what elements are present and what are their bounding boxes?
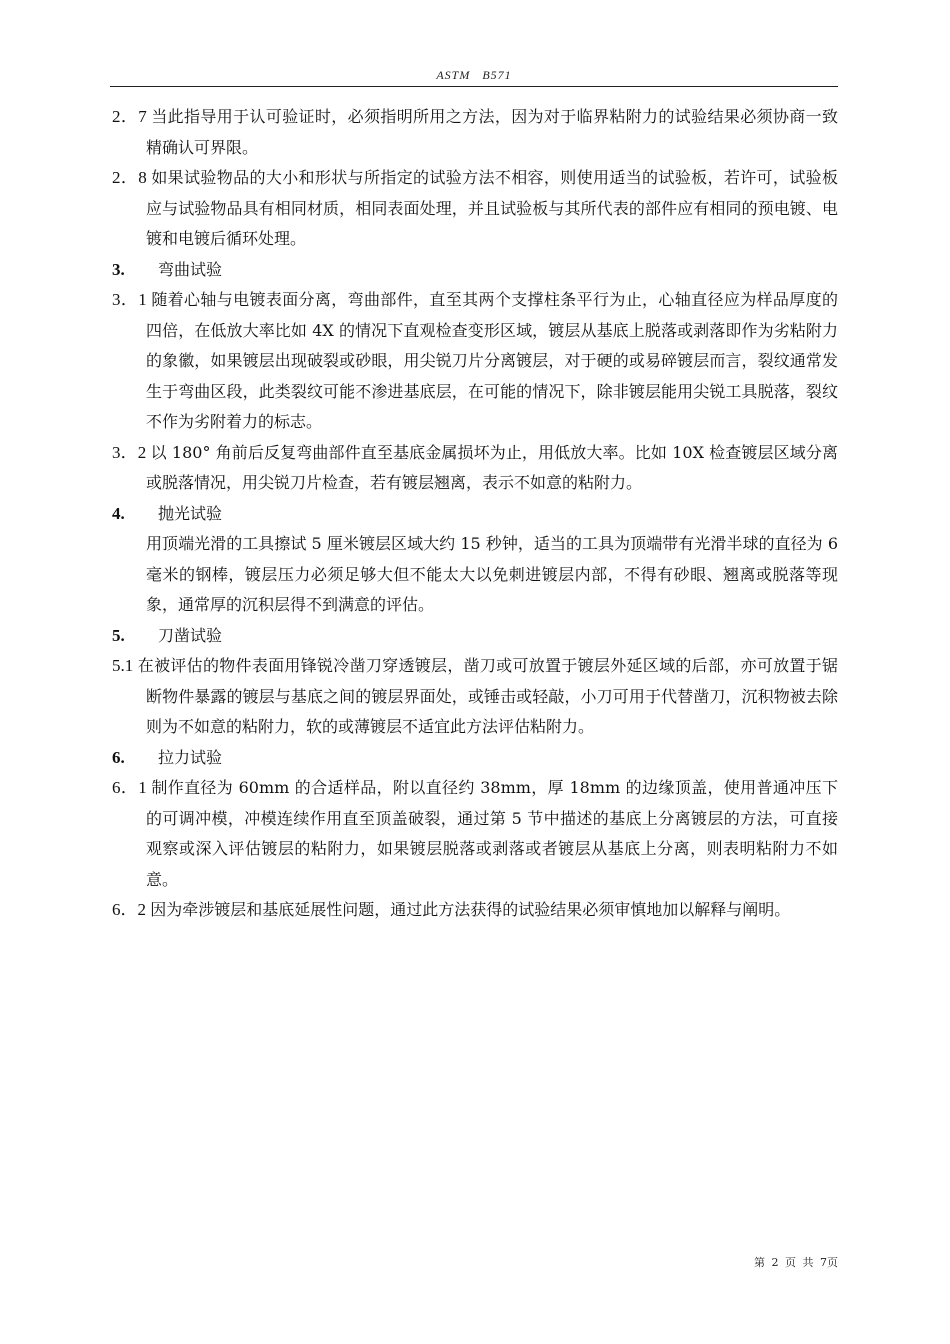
clause-number: 2．8: [112, 168, 152, 187]
section-title: 弯曲试验: [158, 259, 223, 279]
paragraph-text: 用顶端光滑的工具擦试 5 厘米镀层区域大约 15 秒钟，适当的工具为顶端带有光滑半球的直径为 6 毫米的钢棒，镀层压力必须足够大但不能太大以免刺进镀层内部，不得有砂眼、翘离或脱落等现象，通常厚的沉积层得不到满意的评估。: [146, 534, 838, 614]
paragraph-3-1: [112, 285, 838, 438]
paragraph-text: 以 180° 角前后反复弯曲部件直至基底金属损坏为止，用低放大率。比如 10X 检查镀层区域分离或脱落情况，用尖锐刀片检查，若有镀层翘离，表示不如意的粘附力。: [146, 442, 838, 492]
paragraph-6-1: [112, 773, 838, 895]
paragraph-2-8: [112, 163, 838, 255]
section-heading-5: [112, 621, 838, 652]
paragraph-3-2: [112, 438, 838, 499]
paragraph-text: 因为牵涉镀层和基底延展性问题，通过此方法获得的试验结果必须审慎地加以解释与阐明。: [150, 900, 791, 919]
paragraph-text: 随着心轴与电镀表面分离，弯曲部件，直至其两个支撑柱条平行为止，心轴直径应为样品厚度的四倍，在低放大率比如 4X 的情况下直观检查变形区域，镀层从基底上脱落或剥落即作为劣粘附力的象徽，如果镀层出现破裂或砂眼，用尖锐刀片分离镀层，对于硬的或易碎镀层而言，裂纹通常发生于弯曲区段，此类裂纹可能不渗进基底层，在可能的情况下，除非镀层能用尖锐工具脱落，裂纹不作为劣附着力的标志。: [146, 290, 838, 431]
paragraph-text: 当此指导用于认可验证时，必须指明所用之方法，因为对于临界粘附力的试验结果必须协商一致精确认可界限。: [146, 107, 838, 157]
clause-number: 6．2: [112, 900, 151, 919]
document-body: [112, 102, 838, 926]
paragraph-text: 如果试验物品的大小和形状与所指定的试验方法不相容，则使用适当的试验板，若许可，试验板应与试验物品具有相同材质，相同表面处理，并且试验板与其所代表的部件应有相同的预电镀、电镀和电镀后循环处理。: [146, 168, 838, 248]
header-rule: [110, 86, 838, 87]
page-number: 第 2 页 共 7页: [754, 1256, 838, 1269]
section-title: 抛光试验: [158, 503, 223, 523]
section-number: 3.: [112, 259, 125, 279]
clause-number: 3．2: [112, 442, 151, 462]
clause-number: 2．7: [112, 107, 152, 126]
clause-number: 6．1: [112, 778, 152, 797]
section-number: 6.: [112, 747, 125, 767]
section-title: 拉力试验: [158, 747, 223, 767]
section-heading-3: [112, 255, 838, 286]
paragraph-6-2: [112, 895, 838, 926]
running-header: ASTM B571: [436, 68, 512, 82]
paragraph-5-1: [112, 651, 838, 743]
paragraph-2-7: [112, 102, 838, 163]
paragraph-4-body: [112, 529, 838, 621]
paragraph-text: 在被评估的物件表面用锋锐冷凿刀穿透镀层，凿刀或可放置于镀层外延区域的后部，亦可放置于锯断物件暴露的镀层与基底之间的镀层界面处，或锤击或轻敲，小刀可用于代替凿刀，沉积物被去除则为不如意的粘附力，软的或薄镀层不适宜此方法评估粘附力。: [137, 656, 838, 736]
paragraph-text: 制作直径为 60mm 的合适样品，附以直径约 38mm，厚 18mm 的边缘顶盖，使用普通冲压下的可调冲模，冲模连续作用直至顶盖破裂，通过第 5 节中描述的基底上分离镀层的方法，可直接观察或深入评估镀层的粘附力，如果镀层脱落或剥落或者镀层从基底上分离，则表明粘附力不如意。: [146, 778, 838, 889]
clause-number: 3．1: [112, 290, 152, 309]
section-heading-4: [112, 499, 838, 530]
section-number: 5.: [112, 625, 125, 645]
section-heading-6: [112, 743, 838, 774]
section-number: 4.: [112, 503, 125, 523]
section-title: 刀凿试验: [158, 625, 223, 645]
clause-number: 5.1: [112, 656, 138, 675]
